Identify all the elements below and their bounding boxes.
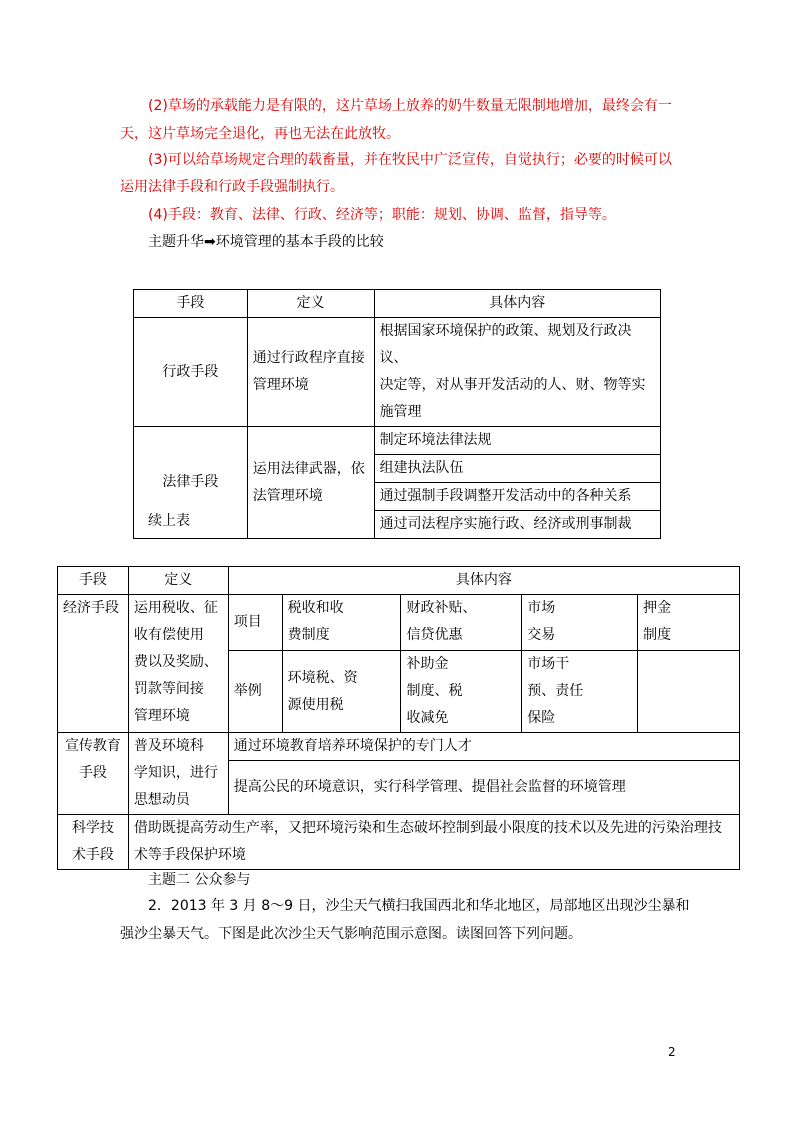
answer-2-line2: 天，这片草场完全退化，再也无法在此放牧。: [120, 126, 400, 142]
item-tax: [282, 595, 401, 651]
item-label: 项目: [228, 595, 282, 651]
sci-means: [58, 815, 129, 870]
sci-content-line: 术等手段保护环境: [133, 847, 246, 863]
edu-means: [58, 733, 129, 815]
econ-def-line: 收有偿使用: [133, 627, 204, 643]
sublimation-title: 环境管理的基本手段的比较: [215, 234, 384, 250]
sublimation-heading: [148, 232, 384, 252]
sci-content-line: 借助既提高劳动生产率，又把环境污染和生态破坏控制到最小限度的技术以及先进的污染治理技: [133, 820, 722, 836]
law-means: 法律手段: [134, 427, 248, 539]
item-line: 押金: [643, 600, 672, 616]
question-2-line1: 2．2013 年 3 月 8～9 日，沙尘天气横扫我国西北和华北地区，局部地区出现沙尘暴和: [148, 898, 690, 914]
sci-content: [128, 815, 739, 870]
law-content-3: 通过强制手段调整开发活动中的各种关系: [374, 483, 660, 511]
admin-content-line: 决定等，对从事开发活动的人、财、物等实: [379, 377, 646, 393]
admin-content-line: 施管理: [379, 404, 422, 420]
law-def-line: 运用法律武器，依: [252, 460, 365, 477]
example-deposit-empty: [638, 651, 740, 733]
item-line: 费制度: [287, 627, 330, 643]
answer-3-line1: (3)可以给草场规定合理的载畜量，并在牧民中广泛宣传，自觉执行；必要的时候可以: [148, 152, 672, 168]
means-comparison-table: [133, 289, 661, 539]
example-line: 源使用税: [287, 696, 344, 713]
sci-means-line: 科学技: [71, 820, 114, 836]
admin-means: 行政手段: [134, 318, 248, 427]
example-line: 收减免: [406, 710, 449, 726]
admin-definition: [247, 318, 374, 427]
law-content-1: 制定环境法律法规: [374, 427, 660, 455]
page-number: 2: [668, 1045, 676, 1059]
item-line: 财政补贴、: [406, 600, 477, 616]
admin-def-line: 通过行政程序直接: [252, 350, 365, 366]
law-content-4: 通过司法程序实施行政、经济或刑事制裁: [374, 511, 660, 539]
admin-def-line: 管理环境: [252, 377, 309, 393]
item-line: 信贷优惠: [406, 627, 463, 643]
header-content: 具体内容: [228, 567, 739, 595]
answer-4: (4)手段：教育、法律、行政、经济等；职能：规划、协调、监督，指导等。: [148, 207, 616, 223]
econ-def-line: 罚款等间接: [133, 681, 204, 697]
item-line: 税收和收: [287, 600, 344, 616]
sci-means-line: 术手段: [71, 847, 114, 863]
law-content-2: 组建执法队伍: [374, 455, 660, 483]
example-line: 预、责任: [527, 683, 584, 699]
example-tax: [282, 651, 401, 733]
example-subsidy: [401, 651, 522, 733]
item-deposit: [638, 595, 740, 651]
header-definition: 定义: [128, 567, 228, 595]
item-subsidy: [401, 595, 522, 651]
edu-def-line: 普及环境科: [133, 738, 204, 754]
edu-content-2: 提高公民的环境意识，实行科学管理、提倡社会监督的环境管理: [228, 761, 739, 815]
edu-definition: [128, 733, 228, 815]
edu-means-line: 宣传教育: [64, 738, 121, 754]
edu-def-line: 学知识，进行: [133, 765, 218, 781]
example-market: [522, 651, 638, 733]
continued-label: 续上表: [148, 513, 190, 529]
topic2-heading: 主题二 公众参与: [148, 872, 251, 888]
admin-content-line: 根据国家环境保护的政策、规划及行政决议、: [379, 323, 632, 366]
item-line: 市场: [527, 600, 556, 616]
law-def-line: 法管理环境: [252, 487, 323, 504]
edu-content-1: 通过环境教育培养环境保护的专门人才: [228, 733, 739, 761]
law-definition: [247, 427, 374, 539]
header-means: 手段: [58, 567, 129, 595]
example-line: 环境税、资: [287, 669, 358, 686]
edu-means-line: 手段: [78, 765, 107, 781]
econ-def-line: 管理环境: [133, 708, 190, 724]
header-definition: 定义: [247, 290, 374, 318]
means-comparison-table-continued: [57, 566, 740, 870]
example-line: 补助金: [406, 656, 449, 672]
header-content: 具体内容: [374, 290, 660, 318]
edu-def-line: 思想动员: [133, 792, 190, 808]
example-line: 市场干: [527, 656, 570, 672]
header-means: 手段: [134, 290, 248, 318]
econ-means: 经济手段: [58, 595, 129, 733]
econ-def-line: 费以及奖励、: [133, 654, 218, 670]
econ-definition: [128, 595, 228, 733]
item-line: 制度: [643, 627, 672, 643]
example-line: 制度、税: [406, 683, 463, 699]
sublimation-prefix: 主题升华: [148, 234, 204, 250]
econ-def-line: 运用税收、征: [133, 600, 218, 616]
answer-2-line1: (2)草场的承载能力是有限的，这片草场上放养的奶牛数量无限制地增加，最终会有一: [148, 98, 672, 114]
example-line: 保险: [527, 710, 556, 726]
question-2-line2: 强沙尘暴天气。下图是此次沙尘天气影响范围示意图。读图回答下列问题。: [120, 926, 582, 942]
example-label: 举例: [228, 651, 282, 733]
admin-content: [374, 318, 660, 427]
arrow-icon: ➡: [204, 234, 216, 250]
item-market: [522, 595, 638, 651]
answer-3-line2: 运用法律手段和行政手段强制执行。: [120, 179, 344, 195]
item-line: 交易: [527, 627, 556, 643]
